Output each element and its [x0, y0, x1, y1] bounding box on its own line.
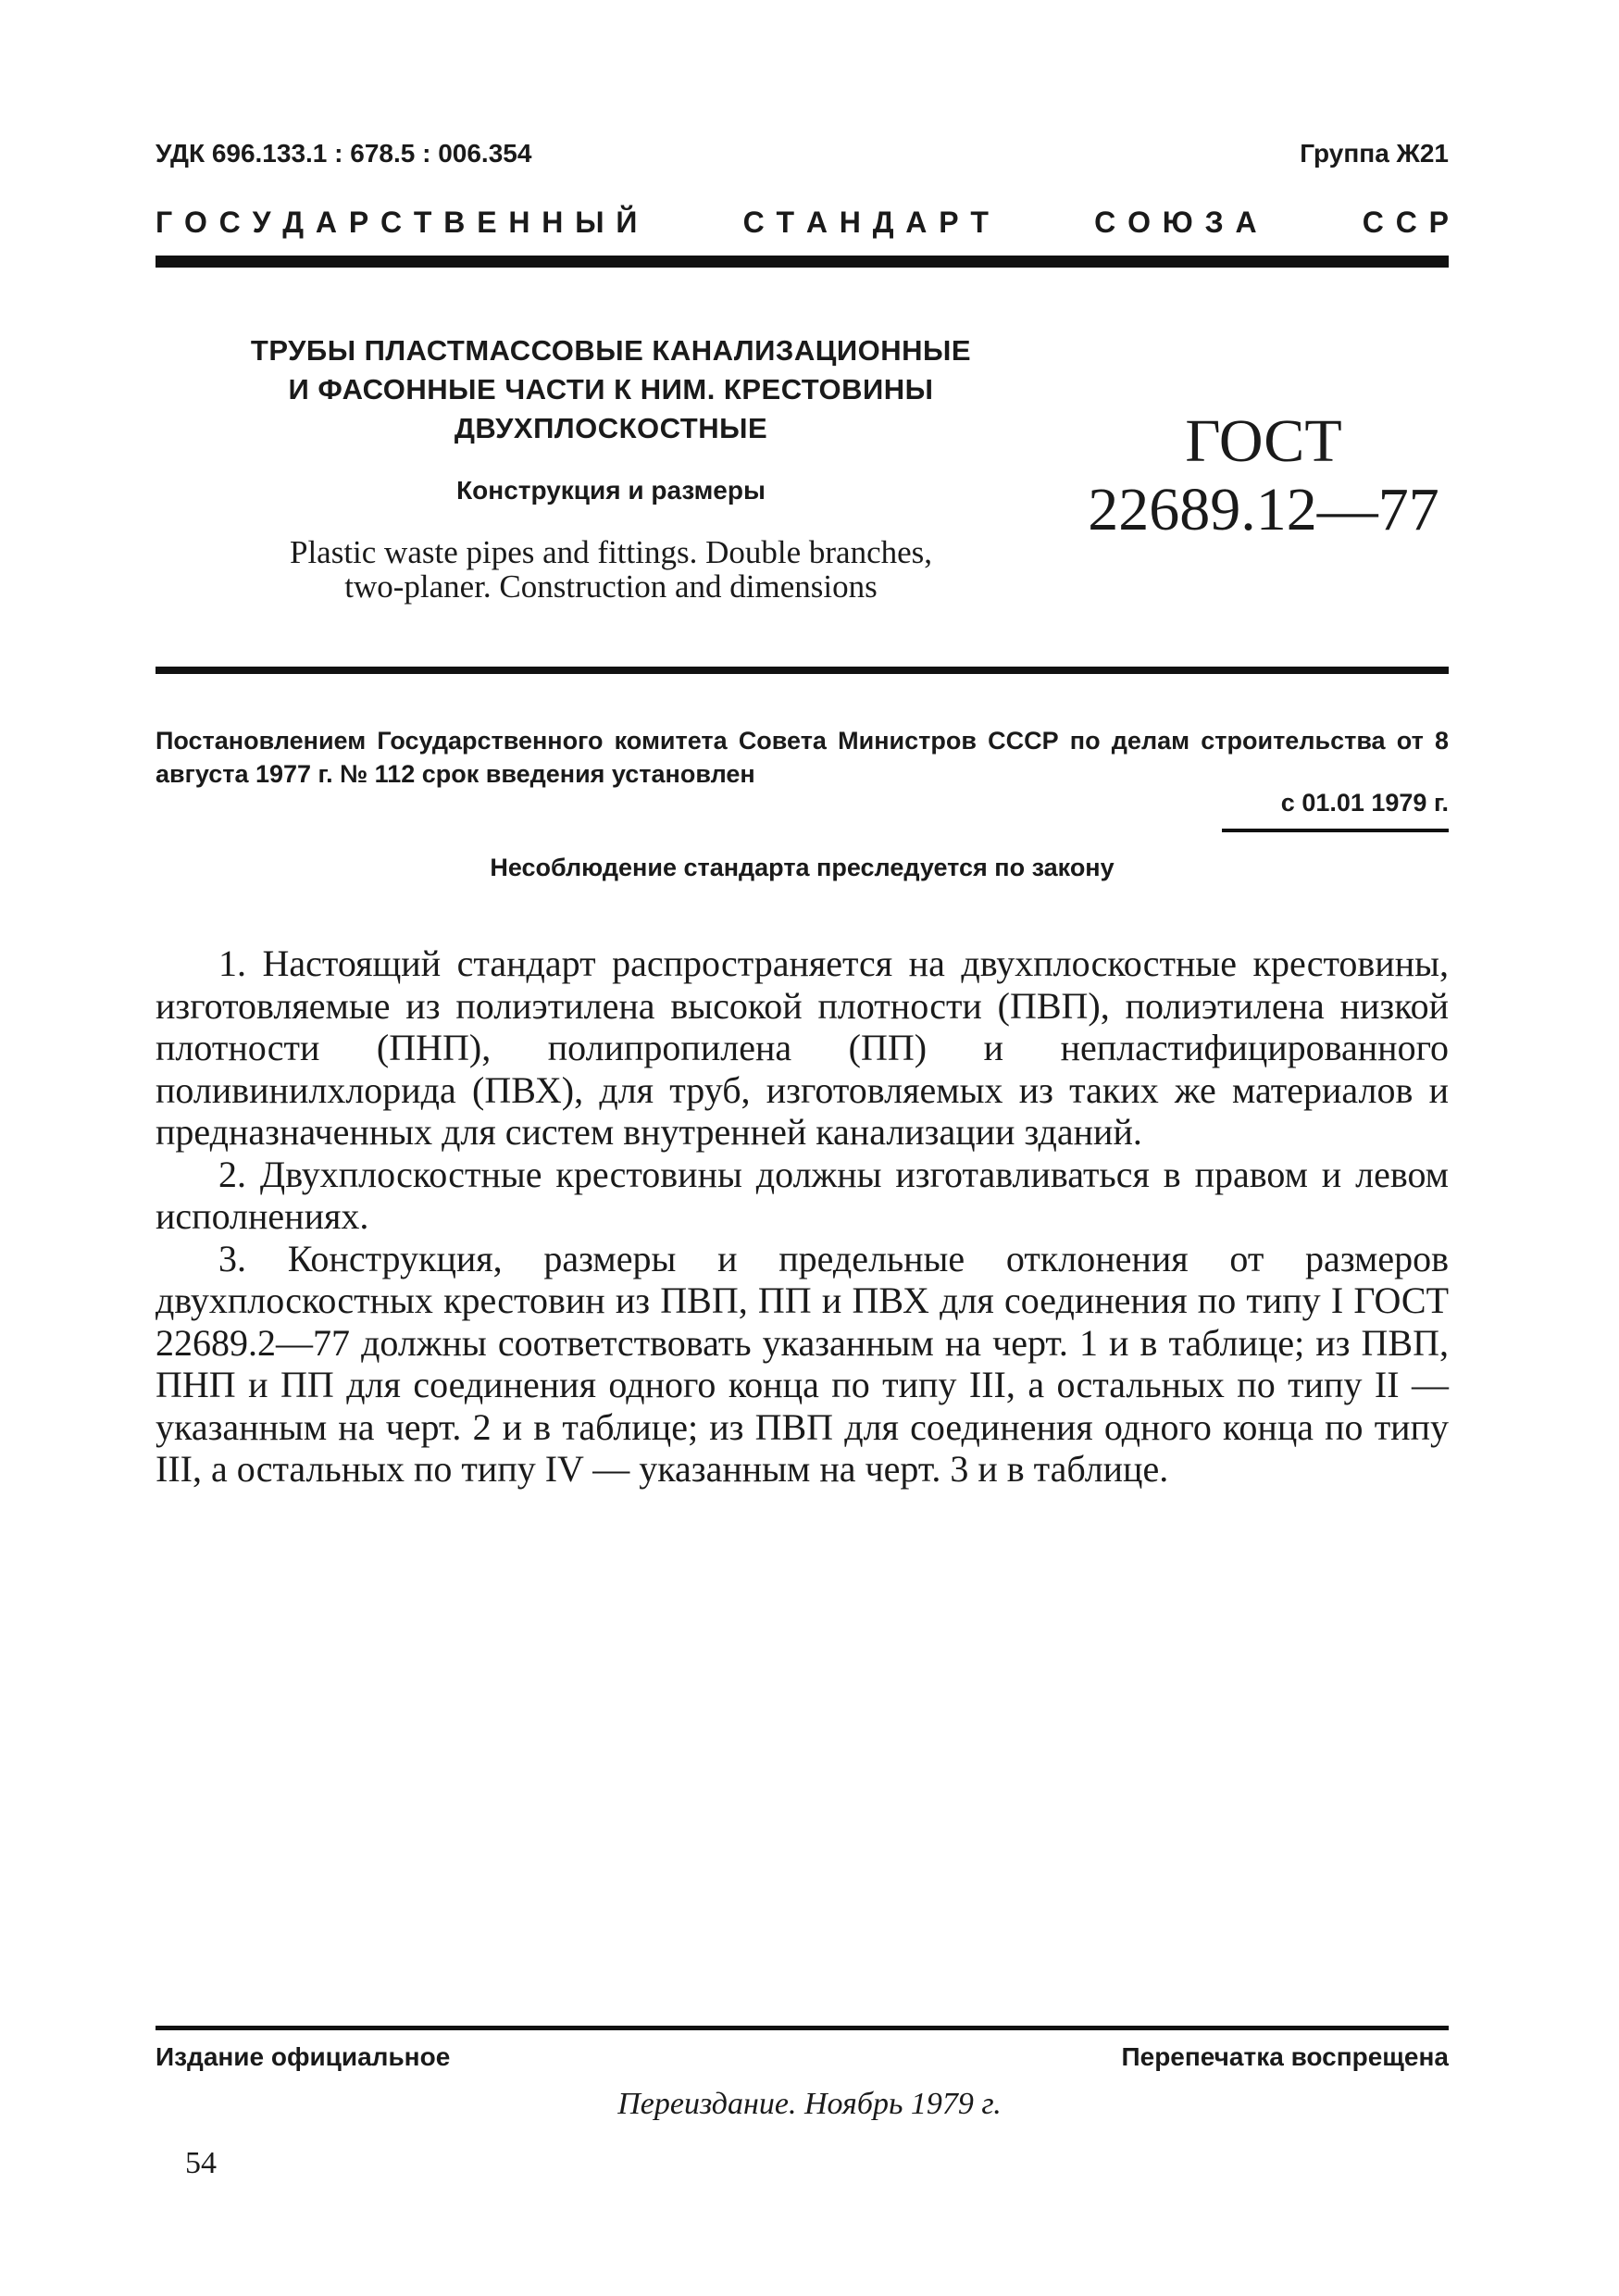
gost-designation — [1055, 407, 1472, 544]
state-standard-word: С О Ю З А — [1094, 206, 1257, 239]
date-underline — [1222, 829, 1449, 832]
title-line: ДВУХПЛОСКОСТНЫЕ — [454, 412, 768, 444]
udk-code: УДК 696.133.1 : 678.5 : 006.354 — [156, 139, 532, 168]
english-title — [185, 535, 1037, 604]
paragraph: 2. Двухплоскостные крестовины должны изготавливаться в правом и левом исполнениях. — [156, 1153, 1449, 1237]
english-title-line: Plastic waste pipes and fittings. Double branches, — [289, 534, 933, 570]
paragraph: 1. Настоящий стандарт распространяется на двухплоскостные крестовины, изготовляемые из полиэтилена высокой плотности (ПВП), полиэтилена низкой плотности (ПНП), полипропилена (ПП) и непластифицированного поливинилхлорида (ПВХ), для труб, изготовляемых из таких же материалов и предназначенных для систем внутренней канализации зданий. — [156, 942, 1449, 1153]
decree-text: Постановлением Государственного комитета Совета Министров СССР по делам строительства от 8 августа 1977 г. № 112 срок введения установлен — [156, 727, 1449, 788]
state-standard-word: С Т А Н Д А Р Т — [742, 206, 989, 239]
decree-date: с 01.01 1979 г. — [1280, 789, 1449, 817]
group-code: Группа Ж21 — [1300, 139, 1449, 168]
reissue-note: Переиздание. Ноябрь 1979 г. — [617, 2087, 1002, 2121]
gost-number: 22689.12—77 — [1088, 476, 1439, 543]
page-number: 54 — [185, 2146, 217, 2180]
subtitle: Конструкция и размеры — [456, 476, 766, 505]
state-standard-word: С С Р — [1362, 206, 1449, 239]
gost-label: ГОСТ — [1185, 407, 1342, 475]
paragraph: 3. Конструкция, размеры и предельные отклонения от размеров двухплоскостных крестовин из ПВП, ПП и ПВХ для соединения по типу I ГОСТ 22689.2—77 должны соответствовать указанным на черт. 1 и в таблице; из ПВП, ПНП и ПП для соединения одного конца по типу III, а остальных по типу II — указанным на черт. 2 и в таблице; из ПВП для соединения одного конца по типу III, а остальных по типу IV — указанным на черт. 3 и в таблице. — [156, 1237, 1449, 1490]
title-line: И ФАСОННЫЕ ЧАСТИ К НИМ. КРЕСТОВИНЫ — [288, 373, 934, 406]
state-standard-word: Г О С У Д А Р С Т В Е Н Н Ы Й — [156, 206, 638, 239]
header-rule — [156, 256, 1449, 268]
english-title-line: two-planer. Construction and dimensions — [344, 568, 878, 605]
official-edition: Издание официальное — [156, 2042, 451, 2071]
body-text — [156, 942, 1449, 1491]
title-rule — [156, 667, 1449, 674]
title-block — [185, 331, 1037, 604]
reprint-prohibited: Перепечатка воспрещена — [1121, 2042, 1449, 2071]
legal-notice: Несоблюдение стандарта преследуется по закону — [490, 854, 1115, 881]
state-standard-heading — [156, 206, 1449, 240]
title-line: ТРУБЫ ПЛАСТМАССОВЫЕ КАНАЛИЗАЦИОННЫЕ — [250, 334, 972, 367]
footer-rule — [156, 2026, 1449, 2030]
